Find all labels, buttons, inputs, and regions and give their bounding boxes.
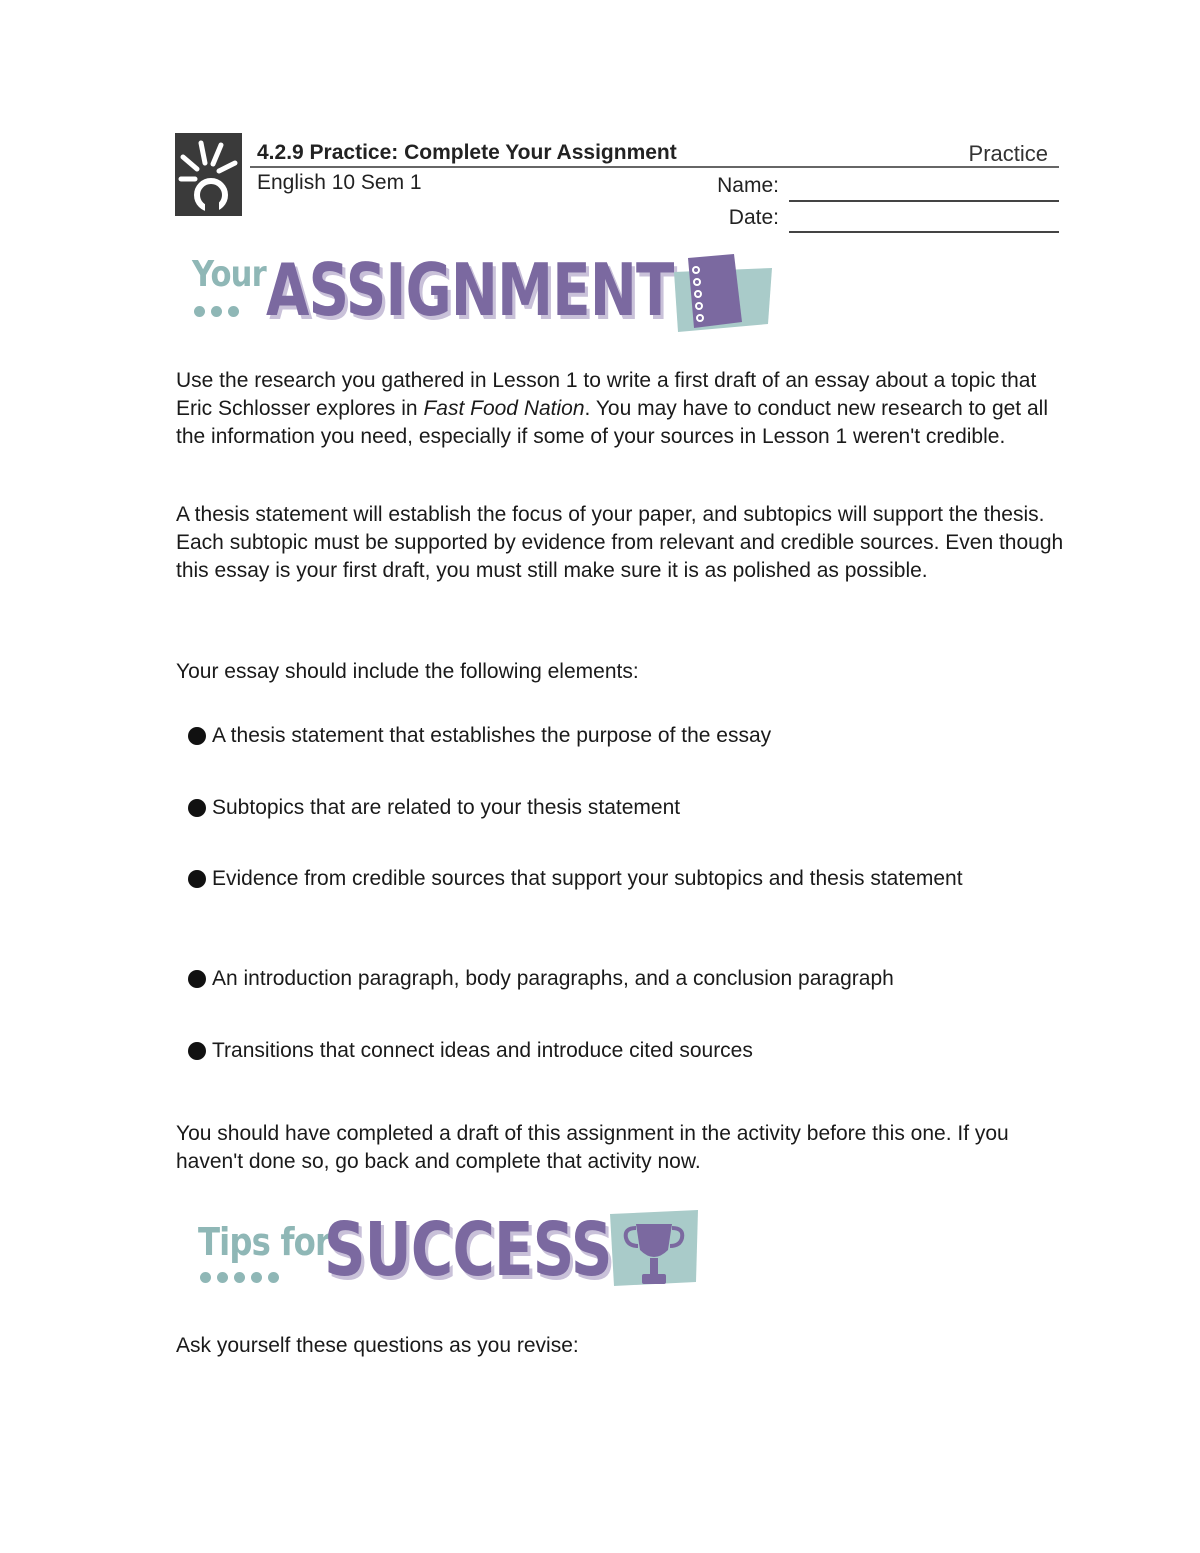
date-label: Date: (728, 206, 779, 229)
list-item: Subtopics that are related to your thesis statement (188, 790, 1072, 825)
date-field[interactable] (789, 231, 1059, 233)
bullet-icon (188, 970, 206, 988)
intro-paragraph (176, 367, 1066, 451)
thesis-paragraph: A thesis statement will establish the focus of your paper, and subtopics will support the thesis. Each subtopic must be supported by evidence from relevant and credible sources. Even though this essay is your first draft, you must still make sure it is as polished as possible. (176, 503, 1064, 582)
bullet-icon (188, 1042, 206, 1060)
list-item: An introduction paragraph, body paragraphs, and a conclusion paragraph (188, 961, 1072, 996)
banner-big-text: SUCCESS (324, 1207, 612, 1293)
book-title: Fast Food Nation (423, 397, 585, 420)
assignment-banner (190, 250, 790, 340)
elements-intro: Your essay should include the following elements: (176, 660, 639, 683)
bullet-icon (188, 870, 206, 888)
bullet-icon (188, 799, 206, 817)
list-item: A thesis statement that establishes the purpose of the essay (188, 718, 1072, 753)
banner-small-text: Tips for (198, 1220, 331, 1264)
revision-prompt: Ask yourself these questions as you revise: (176, 1334, 579, 1357)
course-name: English 10 Sem 1 (257, 171, 422, 194)
banner-big-text: ASSIGNMENT (266, 248, 674, 332)
list-item: Transitions that connect ideas and introduce cited sources (188, 1033, 1072, 1068)
intro-text-a: Use the research you gathered in Lesson 1 to write a first draft of an essay about a topic that Eric Schlosser explores in (176, 369, 1037, 420)
intro-text-b: . You may have to conduct new research to get all the information you need, especially if some of your sources in Lesson 1 weren't credible. (176, 397, 1048, 448)
name-label: Name: (717, 174, 779, 197)
name-field[interactable] (789, 200, 1059, 202)
trophy-icon (606, 1206, 700, 1298)
banner-dots (194, 304, 245, 322)
doc-type-label: Practice (968, 141, 1048, 166)
list-item: Evidence from credible sources that support your subtopics and thesis statement (188, 861, 972, 896)
tips-banner (196, 1206, 716, 1298)
bullet-icon (188, 727, 206, 745)
school-logo-icon (175, 133, 242, 216)
banner-small-text: Your (192, 254, 266, 295)
banner-dots (200, 1270, 285, 1288)
assignment-title: 4.2.9 Practice: Complete Your Assignment (257, 141, 677, 164)
notebook-icon (664, 252, 776, 336)
header-divider (250, 166, 1059, 168)
draft-reminder: You should have completed a draft of this assignment in the activity before this one. If you haven't done so, go back and complete that activity now. (176, 1122, 1009, 1173)
